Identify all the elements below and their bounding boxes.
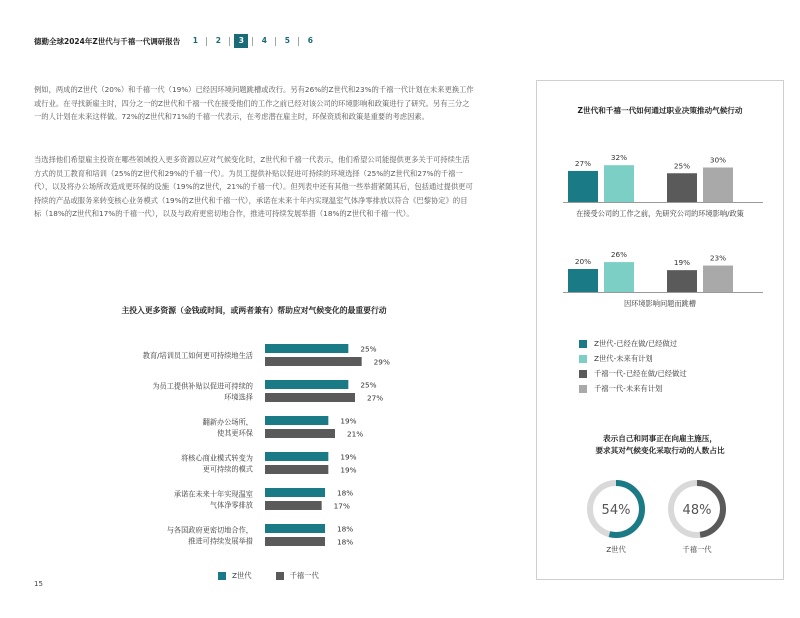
- bar-genz-done: [568, 269, 598, 292]
- bar-genz: [265, 524, 325, 533]
- bar-value-label: 29%: [373, 357, 390, 367]
- side-chart-legend: [579, 336, 687, 396]
- bar-value-label: 27%: [574, 158, 592, 168]
- rings-svg: [537, 471, 783, 561]
- pressure-title-line-1: 表示自己和同事正在向雇主施压，: [603, 434, 717, 443]
- bar-value-label: 19%: [340, 416, 357, 426]
- legend-row: [579, 381, 687, 396]
- bar-value-label: 18%: [337, 524, 354, 534]
- vertical-bar-group-1: [563, 141, 763, 203]
- side-chart-title: Z世代和千禧一代如何通过职业决策推动气候行动: [577, 106, 743, 115]
- category-label: 气体净零排放: [209, 500, 253, 510]
- side-panel: [536, 80, 784, 580]
- legend-row: [579, 351, 687, 366]
- bar-millennial: [265, 357, 362, 366]
- bar-millennial-plan: [703, 168, 733, 203]
- page-link-5[interactable]: 5: [284, 36, 290, 45]
- page-separator: [275, 37, 276, 46]
- report-header: [34, 34, 317, 48]
- category-label: 更可持续的模式: [202, 464, 253, 474]
- category-label: 教育/培训员工如何更可持续地生活: [142, 351, 253, 360]
- bar-genz-done: [568, 171, 598, 202]
- left-chart-legend: [218, 571, 319, 581]
- bar-value-label: 21%: [347, 429, 364, 439]
- bar-value-label: 18%: [337, 488, 354, 498]
- baseline: [563, 292, 763, 293]
- bar-genz: [265, 380, 348, 389]
- bar-value-label: 19%: [340, 452, 357, 462]
- page-link-2[interactable]: 2: [215, 36, 221, 45]
- legend-swatch-millennial: [276, 572, 284, 580]
- bar-group-caption-2: 因环境影响问题而跳槽: [624, 299, 696, 308]
- bar-genz: [265, 452, 328, 461]
- bar-millennial: [265, 429, 335, 438]
- legend-swatch-millennial-plan: [579, 385, 587, 393]
- bar-millennial-done: [667, 270, 697, 292]
- vbar-svg: [563, 141, 763, 203]
- page-link-1[interactable]: 1: [192, 36, 198, 45]
- legend-label-millennial: 千禧一代: [289, 571, 319, 580]
- bar-millennial: [265, 393, 355, 402]
- pressure-title-line-2: 要求其对气候变化采取行动的人数占比: [595, 446, 725, 455]
- page-link-6[interactable]: 6: [307, 36, 313, 45]
- hbar-svg: [34, 340, 474, 560]
- category-label: 将核心商业模式转变为: [181, 453, 253, 463]
- page-separator: [229, 37, 230, 46]
- bar-value-label: 30%: [709, 155, 727, 165]
- body-paragraph-2: 当选择他们希望雇主投资在哪些领域投入更多资源以应对气候变化时，Z世代和千禧一代表示，他们希望公司能提供更多关于可持续生活方式的员工教育和培训（25%的Z世代和29%的千禧一代）。为员工提供补贴以促进可持续的环境选择（25%的Z世代和27%的千禧一代），以及将办公场所改造成更环保的设施（19%的Z世代，21%的千禧一代）。但列表中还有其他一些举措紧随其后，包括通过提供更可持续的产品或服务来转变核心业务模式（19%的Z世代和千禧一代），承诺在未来十年内实现温室气体净零排放以符合《巴黎协定》的目标（18%的Z世代和17%的千禧一代），以及与政府更密切地合作，推进可持续发展举措（18%的Z世代和千禧一代）。: [34, 155, 473, 219]
- bar-group-caption-1: 在接受公司的工作之前，先研究公司的环境影响/政策: [576, 209, 744, 218]
- bar-value-label: 20%: [574, 257, 592, 266]
- bar-genz-plan: [604, 262, 634, 292]
- bar-value-label: 26%: [610, 250, 628, 260]
- bar-value-label: 25%: [673, 161, 691, 171]
- legend-label-millennial-plan: 千禧一代-未来有计划: [594, 383, 663, 393]
- bar-value-label: 32%: [610, 153, 628, 163]
- donut-charts: [537, 471, 783, 561]
- bar-millennial: [265, 465, 328, 474]
- bar-value-label: 25%: [360, 380, 377, 390]
- legend-row: [579, 336, 687, 351]
- bar-millennial-done: [667, 173, 697, 202]
- bar-value-label: 17%: [333, 501, 350, 511]
- page-link-4[interactable]: 4: [261, 36, 267, 45]
- vertical-bar-group-2: [563, 241, 763, 293]
- page-number: 15: [34, 580, 43, 588]
- bar-value-label: 19%: [340, 465, 357, 475]
- bar-value-label: 25%: [360, 344, 377, 354]
- category-label: 推进可持续发展举措: [188, 536, 253, 546]
- bar-value-label: 19%: [673, 258, 691, 268]
- legend-label-millennial-done: 千禧一代-已经在做/已经做过: [594, 368, 687, 378]
- page-separator: [206, 37, 207, 46]
- category-label: 承诺在未来十年实现温室: [173, 489, 253, 499]
- legend-swatch-genz: [218, 572, 226, 580]
- report-title: 德勤全球2024年Z世代与千禧一代调研报告: [34, 36, 181, 46]
- legend-label-genz-done: Z世代-已经在做/已经做过: [594, 338, 678, 348]
- page-separator: [298, 37, 299, 46]
- category-label: 环境选择: [224, 392, 253, 402]
- body-paragraph-1: 例如，两成的Z世代（20%）和千禧一代（19%）已经因环境问题跳槽或改行。另有26%的Z世代和23%的千禧一代计划在未来更换工作或行业。在寻找新雇主时，四分之一的Z世代和千禧一代在接受他们的工作之前已经对该公司的环境影响和政策进行了研究。另有三分之一的人计划在未来这样做。72%的Z世代和71%的千禧一代表示，在考虑潜在雇主时，环保资质和政策是重要的考虑因素。: [34, 85, 474, 122]
- vbar-svg: [563, 241, 763, 293]
- page-separator: [252, 37, 253, 46]
- legend-swatch-millennial-done: [579, 370, 587, 378]
- bar-millennial-plan: [703, 266, 733, 292]
- bar-value-label: 18%: [337, 537, 354, 547]
- bar-genz: [265, 416, 328, 425]
- bar-genz: [265, 344, 348, 353]
- bar-genz-plan: [604, 165, 634, 202]
- page-navigation: [188, 34, 317, 48]
- ring-name-label: Z世代: [606, 545, 626, 554]
- legend-swatch-genz-plan: [579, 355, 587, 363]
- bar-value-label: 27%: [367, 393, 384, 403]
- legend-label-genz-plan: Z世代-未来有计划: [594, 353, 653, 363]
- page-link-3[interactable]: 3: [234, 34, 248, 48]
- horizontal-bar-chart: [34, 340, 474, 560]
- bar-millennial: [265, 501, 322, 510]
- category-label: 与各国政府更密切地合作，: [166, 525, 253, 535]
- ring-value-label: 48%: [682, 503, 712, 518]
- legend-label-genz: Z世代: [232, 571, 252, 580]
- legend-row: [579, 366, 687, 381]
- bar-genz: [265, 488, 325, 497]
- category-label: 翻新办公场所，: [202, 417, 253, 427]
- legend-swatch-genz-done: [579, 340, 587, 348]
- ring-name-label: 千禧一代: [682, 545, 712, 554]
- category-label: 使其更环保: [217, 428, 253, 438]
- bar-millennial: [265, 537, 325, 546]
- baseline: [563, 202, 763, 203]
- left-chart-title: 主投入更多资源（金钱或时间，或两者兼有）帮助应对气候变化的最重要行动: [121, 306, 387, 315]
- bar-value-label: 23%: [709, 253, 727, 263]
- ring-value-label: 54%: [601, 503, 631, 518]
- category-label: 为员工提供补贴以促进可持续的: [152, 381, 253, 391]
